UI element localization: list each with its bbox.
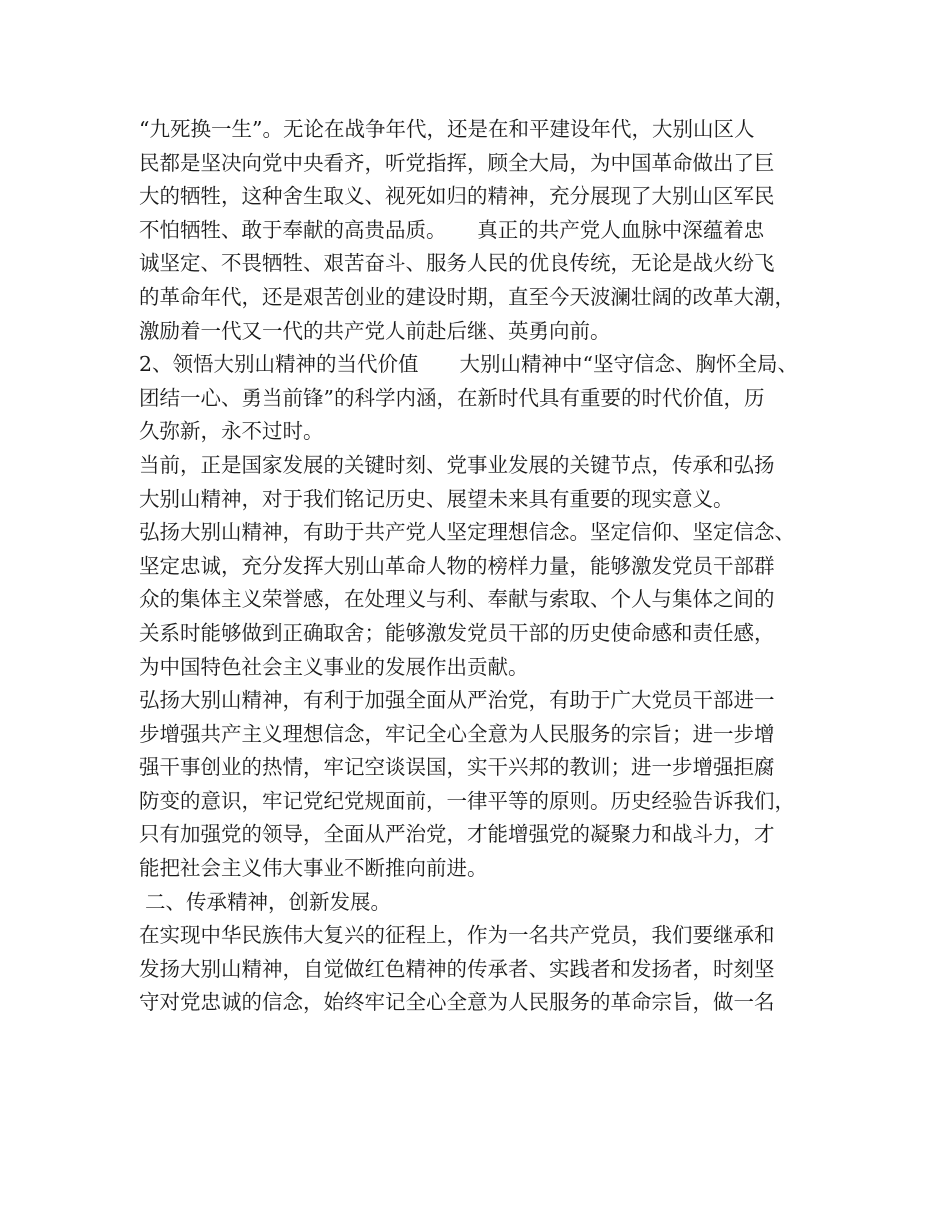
text-line: 能把社会主义伟大事业不断推向前进。 <box>139 856 488 881</box>
text-line: 久弥新，永不过时。 <box>139 419 324 444</box>
text-line: 激励着一代又一代的共产党人前赴后继、英勇向前。 <box>139 318 611 343</box>
text-line: 大的牺牲，这种舍生取义、视死如归的精神，充分展现了大别山区军民 <box>139 184 775 209</box>
text-line: 民都是坚决向党中央看齐，听党指挥，顾全大局，为中国革命做出了巨 <box>139 150 775 175</box>
text-line: 诚坚定、不畏牺牲、艰苦奋斗、服务人民的优良传统，无论是战火纷飞 <box>139 251 775 276</box>
text-line: 大别山精神，对于我们铭记历史、展望未来具有重要的现实意义。 <box>139 486 734 511</box>
text-line: 为中国特色社会主义事业的发展作出贡献。 <box>139 654 529 679</box>
text-line: 关系时能够做到正确取舍；能够激发党员干部的历史使命感和责任感， <box>139 620 775 645</box>
text-line: 不怕牺牲、敢于奉献的高贵品质。 真正的共产党人血脉中深蕴着忠 <box>139 217 765 242</box>
text-line: 众的集体主义荣誉感，在处理义与利、奉献与索取、个人与集体之间的 <box>139 587 775 612</box>
document-body <box>139 113 829 1020</box>
text-line: 弘扬大别山精神，有利于加强全面从严治党，有助于广大党员干部进一 <box>139 688 775 713</box>
text-line: 在实现中华民族伟大复兴的征程上，作为一名共产党员，我们要继承和 <box>139 923 775 948</box>
text-line: 防变的意识，牢记党纪党规面前，一律平等的原则。历史经验告诉我们， <box>139 788 795 813</box>
text-line: 发扬大别山精神，自觉做红色精神的传承者、实践者和发扬者，时刻坚 <box>139 956 775 981</box>
text-line: 弘扬大别山精神，有助于共产党人坚定理想信念。坚定信仰、坚定信念、 <box>139 520 795 545</box>
text-line: 当前，正是国家发展的关键时刻、党事业发展的关键节点，传承和弘扬 <box>139 452 775 477</box>
section-heading: 二、传承精神，创新发展。 <box>145 889 391 914</box>
text-line: 强干事创业的热情，牢记空谈误国，实干兴邦的教训；进一步增强拒腐 <box>139 755 775 780</box>
text-line: 守对党忠诚的信念，始终牢记全心全意为人民服务的革命宗旨，做一名 <box>139 990 775 1015</box>
text-line: “九死换一生”。无论在战争年代，还是在和平建设年代，大别山区人 <box>139 117 755 141</box>
text-line: 只有加强党的领导，全面从严治党，才能增强党的凝聚力和战斗力，才 <box>139 822 775 847</box>
text-line: 步增强共产主义理想信念，牢记全心全意为人民服务的宗旨；进一步增 <box>139 721 775 746</box>
text-line: 坚定忠诚，充分发挥大别山革命人物的榜样力量，能够激发党员干部群 <box>139 553 775 578</box>
text-line: 2、领悟大别山精神的当代价值 大别山精神中“坚守信念、胸怀全局、 <box>139 352 799 377</box>
text-line: 的革命年代，还是艰苦创业的建设时期，直至今天波澜壮阔的改革大潮， <box>139 284 795 309</box>
text-line: 团结一心、勇当前锋”的科学内涵，在新时代具有重要的时代价值，历 <box>139 385 765 410</box>
